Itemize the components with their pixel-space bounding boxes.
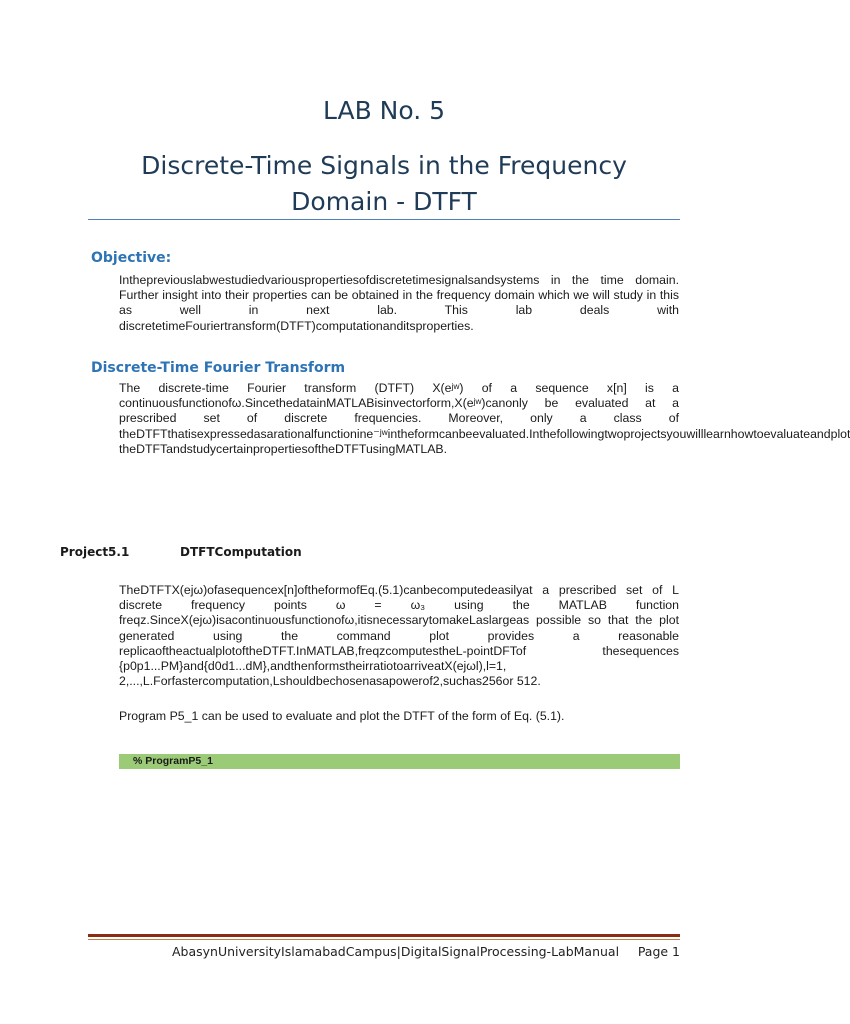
footer-divider-thin (88, 939, 680, 940)
dtft-heading: Discrete-Time Fourier Transform (91, 360, 346, 376)
program-description: Program P5_1 can be used to evaluate and plot the DTFT of the form of Eq. (5.1). (119, 709, 565, 723)
footer-divider (88, 934, 680, 937)
dtft-text: The discrete-time Fourier transform (DTFT) X(eʲʷ) of a sequence x[n] is a continuousfunctionofω.SincethedatainMATLABisinvectorform,X(eʲʷ)canonly be evaluated at a prescribed set of discrete frequencies. Moreover, only a class of theDTFTthatisexpressedasarationalfunctionine⁻ʲʷintheformcanbeevaluated.Inthefollowingtwoprojectsyouwilllearnhowtoevaluateandplot theDTFTandstudycertainpropertiesoftheDTFTusingMATLAB. (119, 381, 850, 456)
project-name: DTFTComputation (180, 545, 302, 559)
footer-text: AbasynUniversityIslamabadCampus|DigitalSignalProcessing-LabManual (172, 944, 620, 959)
project-paragraph: TheDTFTX(ejω)ofasequencex[n]oftheformofEq.(5.1)canbecomputedeasilyat a prescribed set of L discrete frequency points ω = ω₃ using the MATLAB function freqz.SinceX(ejω)isacontinuousfunctionofω,itisnecessarytomakeLaslargeas possible so that the plot generated using the command plot provides a reasonable replicaoftheactualplotoftheDTFT.InMATLAB,freqzcomputestheL-pointDFTof thesequences {p0p1...PM}and{d0d1...dM},andthenformstheirratiotoarriveatX(ejωl),l=1, 2,...,L.Forfastercomputation,Lshouldbechosenasapowerof2,suchas256or 512. (119, 583, 679, 689)
code-block (119, 754, 680, 769)
objective-text: Inthepreviouslabwestudiedvariouspropertiesofdiscretetimesignalsandsystems in the time domain. Further insight into their properties can be obtained in the frequency domain which we will study in this as well in next lab. This lab deals with discretetimeFouriertransform(DTFT)computationanditsproperties. (119, 273, 679, 333)
title-divider (88, 219, 680, 220)
document-title: Discrete-Time Signals in the Frequency Domain - DTFT (141, 151, 627, 216)
code-comment: % ProgramP5_1 (133, 755, 213, 767)
lab-title: LAB No. 5 (322, 96, 446, 125)
project-number: Project5.1 (60, 545, 130, 559)
objective-heading: Objective: (91, 250, 172, 266)
page-number: Page 1 (637, 944, 680, 959)
